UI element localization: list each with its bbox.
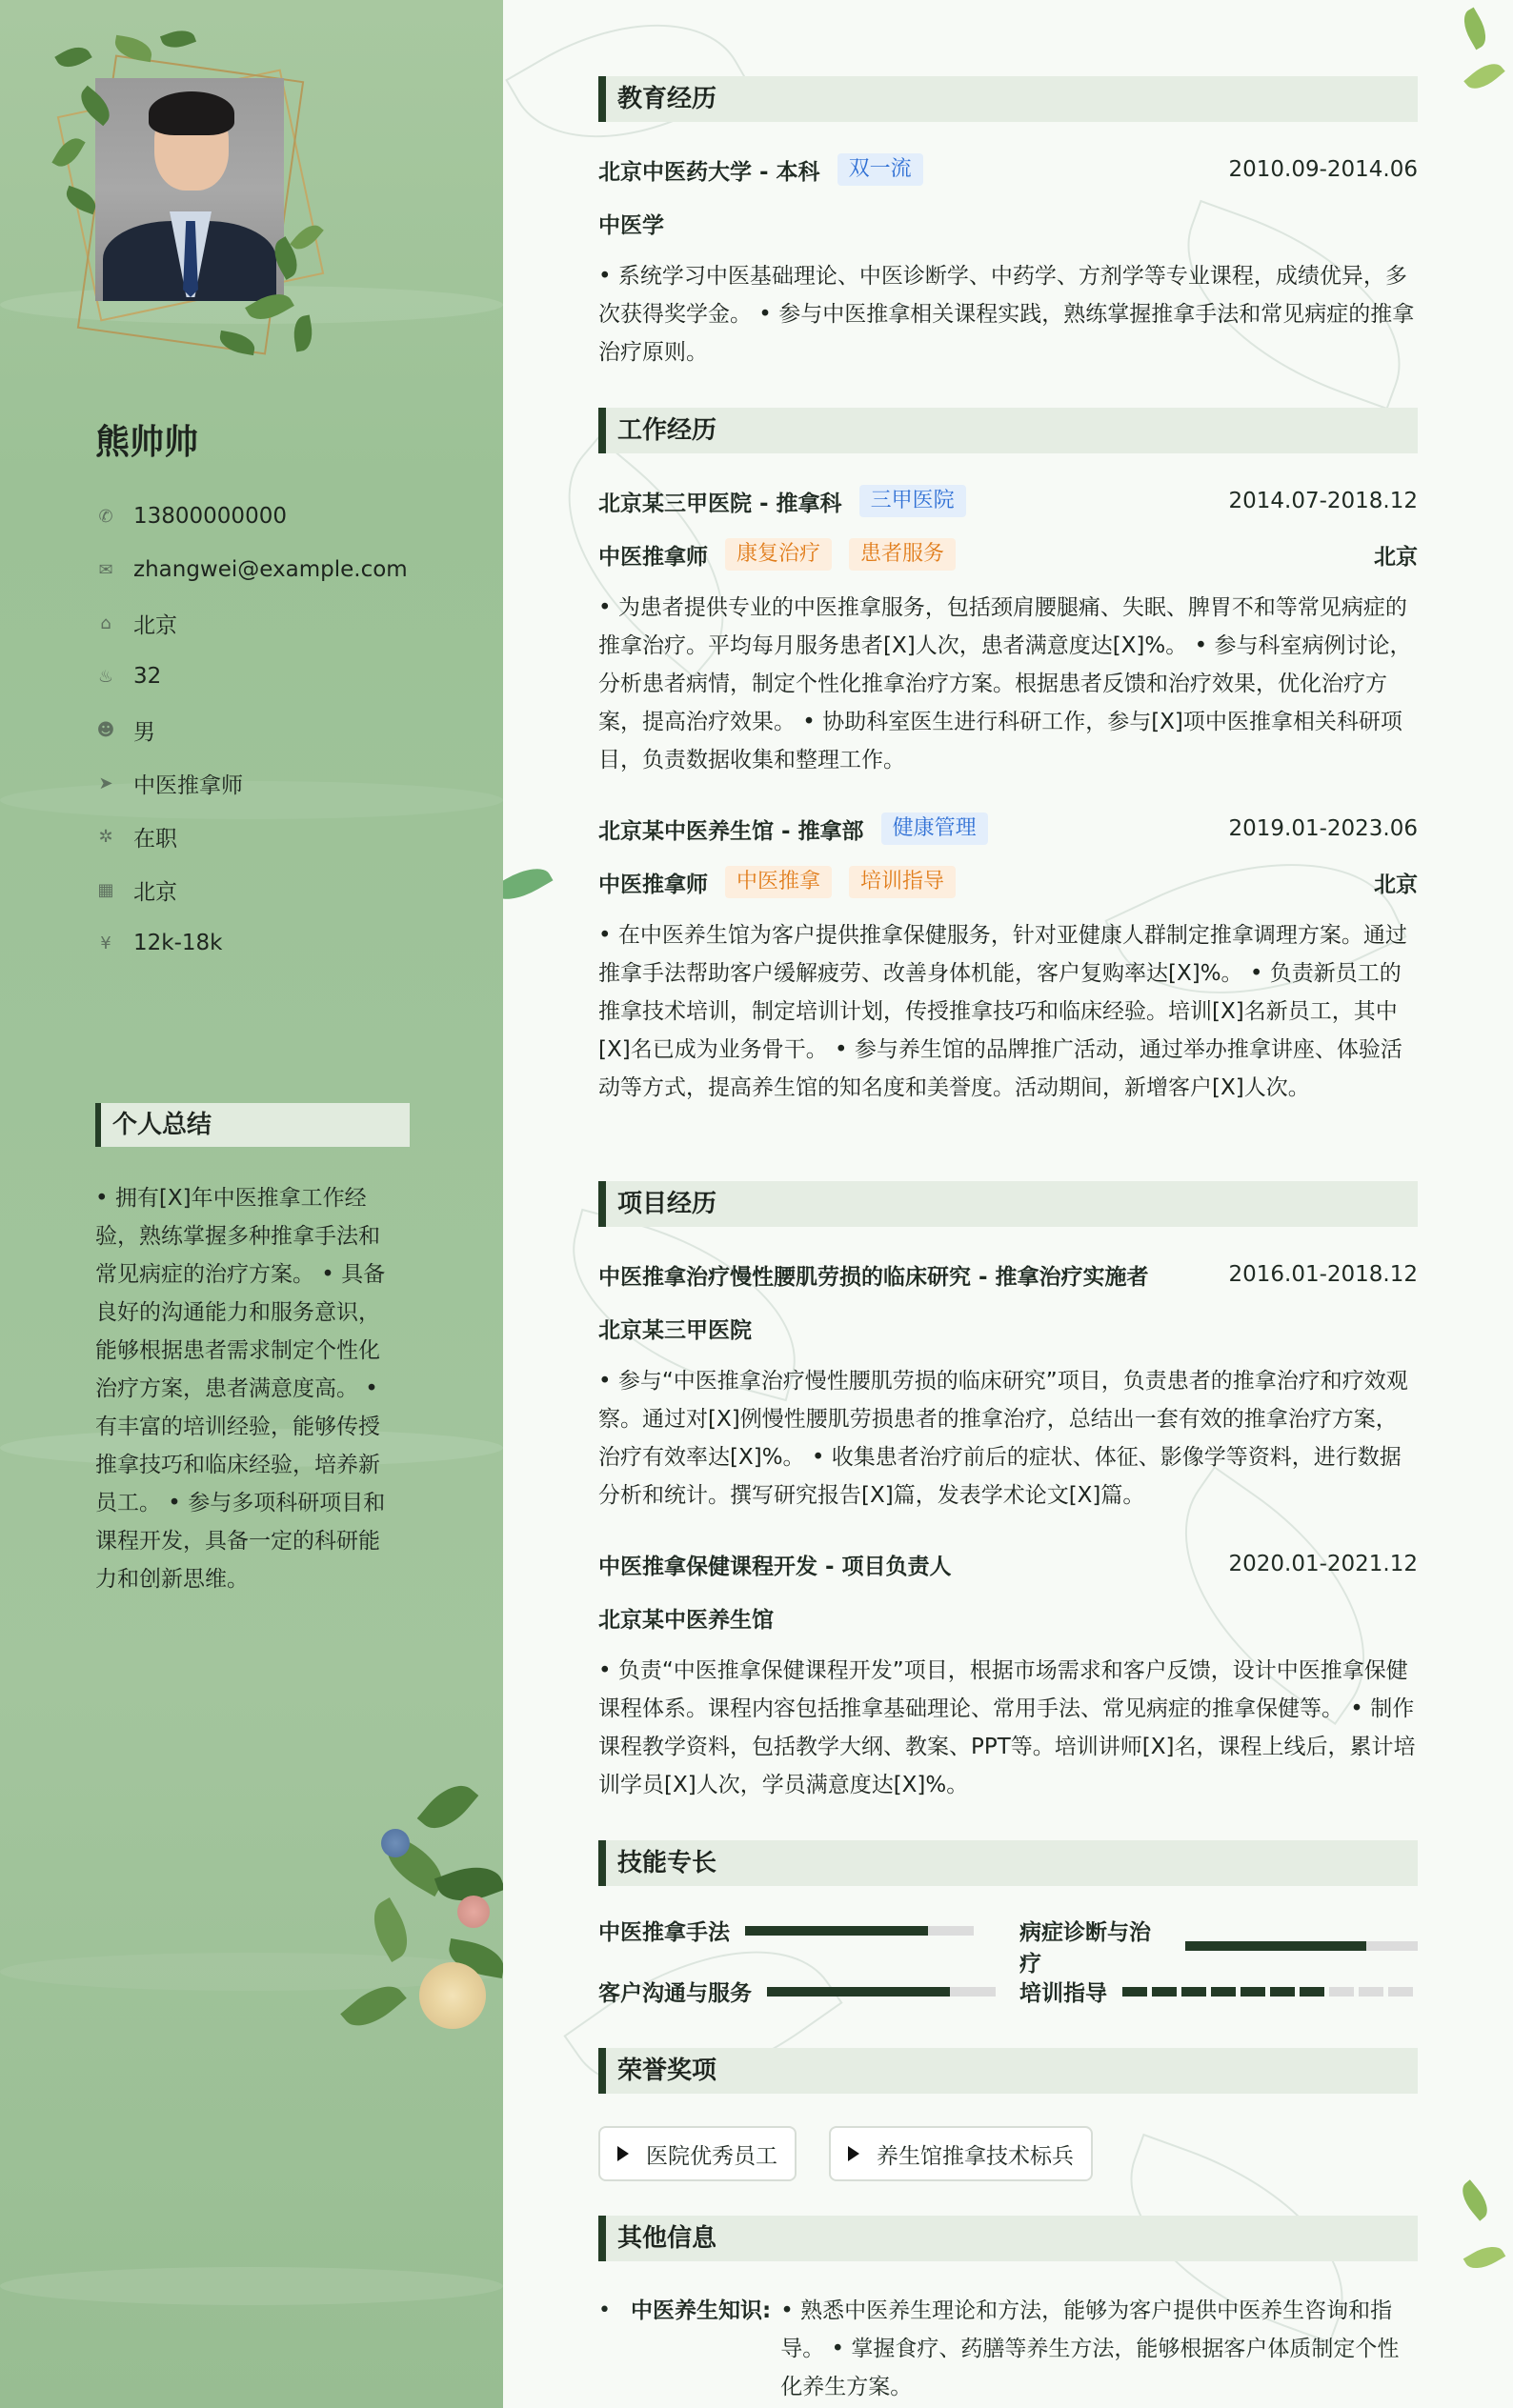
tag-badge: 中医推拿 bbox=[725, 866, 832, 898]
job-description: • 为患者提供专业的中医推拿服务，包括颈肩腰腿痛、失眠、脾胃不和等常见病症的推拿治疗。平均每月服务患者[X]人次，患者满意度达[X]%。 • 参与科室病例讨论，分析患者病情，制定个性化推拿治疗方案。根据患者反馈和治疗效果，优化治疗方案，提高治疗效果。 • 协助科室医生进行科研工作，参与[X]项中医推拿相关科研项目，负责数据收集和整理工作。 bbox=[598, 595, 1412, 773]
section-title-skills: 技能专长 bbox=[598, 1840, 1418, 1886]
info-text: zhangwei@example.com bbox=[133, 557, 408, 582]
award-chip bbox=[829, 2126, 1093, 2181]
building-icon: ▦ bbox=[97, 879, 114, 900]
education-description: • 系统学习中医基础理论、中医诊断学、中药学、方剂学等专业课程，成绩优异，多次获得奖学金。 • 参与中医推拿相关课程实践，熟练掌握推拿手法和常见病症的推拿治疗原则。 bbox=[598, 264, 1415, 365]
info-text: 13800000000 bbox=[133, 504, 287, 529]
mail-icon: ✉ bbox=[98, 559, 113, 580]
project-org: 北京某中医养生馆 bbox=[598, 1607, 774, 1633]
leaf-decoration bbox=[291, 315, 315, 352]
home-icon: ⌂ bbox=[100, 612, 111, 633]
skill-bar-fill bbox=[1122, 1987, 1329, 1997]
tag-badge: 三甲医院 bbox=[859, 485, 966, 517]
skill-bar bbox=[767, 1987, 996, 1997]
job-role-row bbox=[598, 863, 1418, 901]
photo-wreath bbox=[57, 38, 324, 381]
job-city: 北京 bbox=[1374, 872, 1418, 897]
send-icon: ➤ bbox=[98, 773, 113, 793]
info-target-city bbox=[95, 863, 408, 916]
major: 中医学 bbox=[598, 212, 664, 238]
skill-item bbox=[598, 1915, 974, 1946]
skill-name: 培训指导 bbox=[1019, 1981, 1107, 2006]
skill-bar bbox=[745, 1926, 974, 1936]
bg-wave bbox=[0, 2267, 503, 2305]
phone-icon: ✆ bbox=[98, 506, 113, 527]
project-org-row bbox=[598, 1309, 1418, 1347]
skill-bar bbox=[1185, 1941, 1418, 1951]
sidebar bbox=[0, 0, 503, 2408]
summary-title: 个人总结 bbox=[95, 1103, 410, 1147]
info-text: 男 bbox=[133, 719, 155, 745]
leaf-decoration bbox=[503, 859, 553, 910]
skill-name: 中医推拿手法 bbox=[598, 1920, 730, 1945]
project-org: 北京某三甲医院 bbox=[598, 1317, 752, 1343]
education-header bbox=[598, 150, 1418, 189]
info-gender bbox=[95, 703, 408, 756]
skill-bar-fill bbox=[1185, 1941, 1366, 1951]
project-name: 中医推拿治疗慢性腰肌劳损的临床研究 - 推拿治疗实施者 bbox=[598, 1264, 1149, 1290]
info-text: 北京 bbox=[133, 612, 177, 638]
date-range: 2016.01-2018.12 bbox=[1228, 1262, 1418, 1287]
section-title-work: 工作经历 bbox=[598, 408, 1418, 453]
leaf-decoration bbox=[1455, 2179, 1494, 2220]
project-description: • 负责“中医推拿保健课程开发”项目，根据市场需求和客户反馈，设计中医推拿保健课程体系。课程内容包括推拿基础理论、常用手法、常见病症的推拿保健等。 • 制作课程教学资料，包括教学大纲、教案、PPT等。培训讲师[X]名，课程上线后，累计培训学员[X]人次，学员满意度达[X]%。 bbox=[598, 1658, 1416, 1797]
date-range: 2020.01-2021.12 bbox=[1228, 1552, 1418, 1576]
job-city: 北京 bbox=[1374, 544, 1418, 570]
project-name: 中医推拿保健课程开发 - 项目负责人 bbox=[598, 1554, 952, 1579]
tag-badge: 康复治疗 bbox=[725, 538, 832, 571]
other-info-item bbox=[598, 2292, 1418, 2406]
company-name: 北京某三甲医院 - 推拿科 bbox=[598, 491, 842, 516]
section-title-other: 其他信息 bbox=[598, 2216, 1418, 2261]
info-email bbox=[95, 543, 408, 596]
other-label: 中医养生知识: bbox=[631, 2298, 772, 2323]
skill-item bbox=[1019, 1976, 1418, 2007]
info-age bbox=[95, 650, 408, 703]
skill-name: 客户沟通与服务 bbox=[598, 1981, 752, 2006]
award-chip bbox=[598, 2126, 797, 2181]
info-text: 32 bbox=[133, 664, 162, 689]
summary-text: • 拥有[X]年中医推拿工作经验，熟练掌握多种推拿手法和常见病症的治疗方案。 • 具备良好的沟通能力和服务意识，能够根据患者需求制定个性化治疗方案，患者满意度高。 • 有丰富的培训经验，能够传授推拿技巧和临床经验，培养新员工。 • 参与多项科研项目和课程开发，具备一定的科研能力和创新思维。 bbox=[95, 1186, 386, 1592]
cake-icon: ♨ bbox=[97, 666, 114, 687]
tag-badge: 患者服务 bbox=[849, 538, 956, 571]
project-org-row bbox=[598, 1598, 1418, 1636]
info-phone bbox=[95, 490, 408, 543]
info-text: 12k-18k bbox=[133, 931, 223, 955]
project-header bbox=[598, 1545, 1418, 1583]
education-major-row bbox=[598, 204, 1418, 242]
bullet-icon: • bbox=[598, 2298, 611, 2322]
skill-item bbox=[598, 1976, 996, 2007]
other-text: • 熟悉中医养生理论和方法，能够为客户提供中医养生咨询和指导。 • 掌握食疗、药膳等养生方法，能够根据客户体质制定个性化养生方案。 bbox=[780, 2298, 1400, 2399]
leaf-decoration bbox=[1463, 2239, 1506, 2275]
job-header bbox=[598, 482, 1418, 520]
salary-icon: ¥ bbox=[100, 933, 111, 953]
leaf-decoration bbox=[54, 41, 91, 73]
info-salary bbox=[95, 916, 408, 970]
job-role: 中医推拿师 bbox=[598, 872, 708, 897]
skill-item bbox=[1019, 1915, 1418, 1977]
gender-icon: ☻ bbox=[96, 719, 115, 740]
tag-badge: 健康管理 bbox=[881, 813, 988, 845]
play-icon bbox=[848, 2146, 859, 2161]
date-range: 2010.09-2014.06 bbox=[1228, 157, 1418, 182]
info-status bbox=[95, 810, 408, 863]
date-range: 2014.07-2018.12 bbox=[1228, 489, 1418, 513]
avatar bbox=[95, 78, 284, 301]
info-text: 在职 bbox=[133, 826, 177, 852]
tag-badge: 培训指导 bbox=[849, 866, 956, 898]
skill-bar-fill bbox=[745, 1926, 928, 1936]
leaf-decoration bbox=[1457, 8, 1492, 50]
leaf-decoration bbox=[160, 26, 196, 53]
info-text: 中医推拿师 bbox=[133, 773, 243, 798]
info-position bbox=[95, 756, 408, 810]
award-label: 养生馆推拿技术标兵 bbox=[877, 2143, 1074, 2169]
skill-name: 病症诊断与治疗 bbox=[1019, 1920, 1151, 1977]
project-description: • 参与“中医推拿治疗慢性腰肌劳损的临床研究”项目，负责患者的推拿治疗和疗效观察。通过对[X]例慢性腰肌劳损患者的推拿治疗，总结出一套有效的推拿治疗方案，治疗有效率达[X]%。 • 收集患者治疗前后的症状、体征、影像学等资料，进行数据分析和统计。撰写研究报告[X]篇，发表学术论文[X]篇。 bbox=[598, 1369, 1408, 1508]
job-role: 中医推拿师 bbox=[598, 544, 708, 570]
date-range: 2019.01-2023.06 bbox=[1228, 816, 1418, 841]
leaf-decoration bbox=[1463, 56, 1504, 95]
status-icon: ✲ bbox=[98, 826, 113, 847]
main-content bbox=[503, 0, 1513, 2408]
person-name: 熊帅帅 bbox=[95, 423, 199, 462]
info-city bbox=[95, 596, 408, 650]
job-role-row bbox=[598, 535, 1418, 573]
section-title-education: 教育经历 bbox=[598, 76, 1418, 122]
skill-bar bbox=[1122, 1987, 1418, 1997]
skill-bar-fill bbox=[767, 1987, 950, 1997]
company-name: 北京某中医养生馆 - 推拿部 bbox=[598, 818, 864, 844]
section-title-honors: 荣誉奖项 bbox=[598, 2048, 1418, 2094]
job-description: • 在中医养生馆为客户提供推拿保健服务，针对亚健康人群制定推拿调理方案。通过推拿手法帮助客户缓解疲劳、改善身体机能，客户复购率达[X]%。 • 负责新员工的推拿技术培训，制定培训计划，传授推拿技巧和临床经验。培训[X]名新员工，其中[X]名已成为业务骨干。 • 参与养生馆的品牌推广活动，通过举办推拿讲座、体验活动等方式，提高养生馆的知名度和美誉度。活动期间，新增客户[X]人次。 bbox=[598, 923, 1407, 1100]
award-label: 医院优秀员工 bbox=[646, 2143, 777, 2169]
school-name: 北京中医药大学 - 本科 bbox=[598, 159, 820, 185]
play-icon bbox=[617, 2146, 629, 2161]
project-header bbox=[598, 1255, 1418, 1294]
job-header bbox=[598, 810, 1418, 848]
section-title-projects: 项目经历 bbox=[598, 1181, 1418, 1227]
tag-badge: 双一流 bbox=[837, 153, 923, 186]
contact-info-list bbox=[95, 490, 408, 970]
info-text: 北京 bbox=[133, 879, 177, 905]
